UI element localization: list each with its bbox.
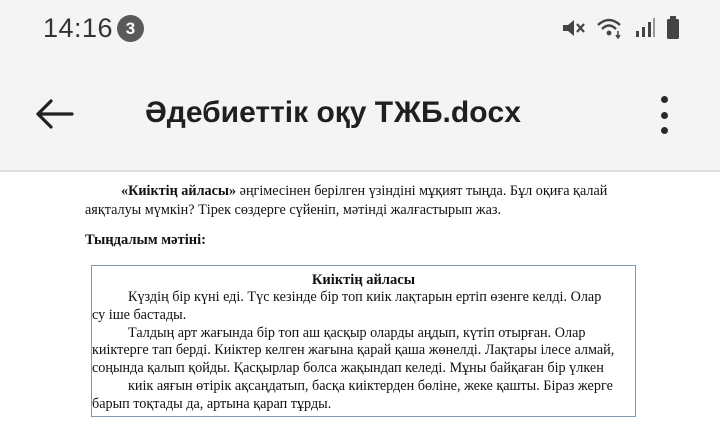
mute-icon bbox=[560, 17, 586, 39]
clock: 14:16 bbox=[43, 13, 114, 43]
back-button[interactable] bbox=[28, 94, 80, 134]
story-title: Киіктің айласы bbox=[311, 272, 416, 288]
instruction-text: әңгімесінен берілген үзіндіні мұқият тыңда. Бұл оқиға қалай аяқталуы мүмкін? Тірек сөздерге сүйеніп, мәтінді жалғастырып жаз. bbox=[85, 183, 608, 218]
story-line: соңында қалып қойды. Қасқырлар болса жақындап келеді. Мұны байқаған бір үлкен bbox=[92, 360, 604, 377]
story-line: барып тоқтады да, артына қарап тұрды. bbox=[92, 395, 332, 412]
story-line: киік аяғын өтірік ақсаңдатып, басқа киіктерден бөлiне, жеке қашты. Біраз жерге bbox=[128, 377, 613, 394]
story-line: Күздің бір күні еді. Түс кезінде бір топ киік лақтарын ертіп өзенге келді. Олар bbox=[128, 289, 602, 305]
story-line: киіктерге тап берді. Киіктер келген жағына қарай қаша жөнелді. Лақтары ілесе алмай, bbox=[92, 342, 615, 359]
notification-count-badge: 3 bbox=[117, 15, 144, 42]
story-line: Талдың арт жағында бір топ аш қасқыр оларды аңдып, күтіп отырған. Олар bbox=[128, 324, 586, 341]
story-line: су іше бастады. bbox=[92, 306, 187, 323]
app-bar bbox=[0, 56, 720, 170]
signal-icon bbox=[634, 17, 656, 39]
battery-icon bbox=[666, 16, 680, 40]
document-title: Әдебиеттік оқу ТЖБ.docx bbox=[145, 96, 521, 129]
wifi-icon bbox=[596, 17, 624, 39]
more-options-button[interactable] bbox=[646, 92, 682, 138]
status-bar bbox=[0, 0, 720, 56]
story-text-box bbox=[91, 265, 636, 417]
status-icons bbox=[560, 16, 680, 40]
story-name-bold: «Киіктің айласы» bbox=[121, 183, 237, 199]
more-vert-icon bbox=[661, 96, 668, 103]
back-arrow-icon bbox=[34, 99, 74, 129]
listening-heading: Тыңдалым мәтіні: bbox=[85, 232, 206, 248]
task-instruction bbox=[85, 182, 655, 220]
document-page bbox=[0, 172, 720, 421]
